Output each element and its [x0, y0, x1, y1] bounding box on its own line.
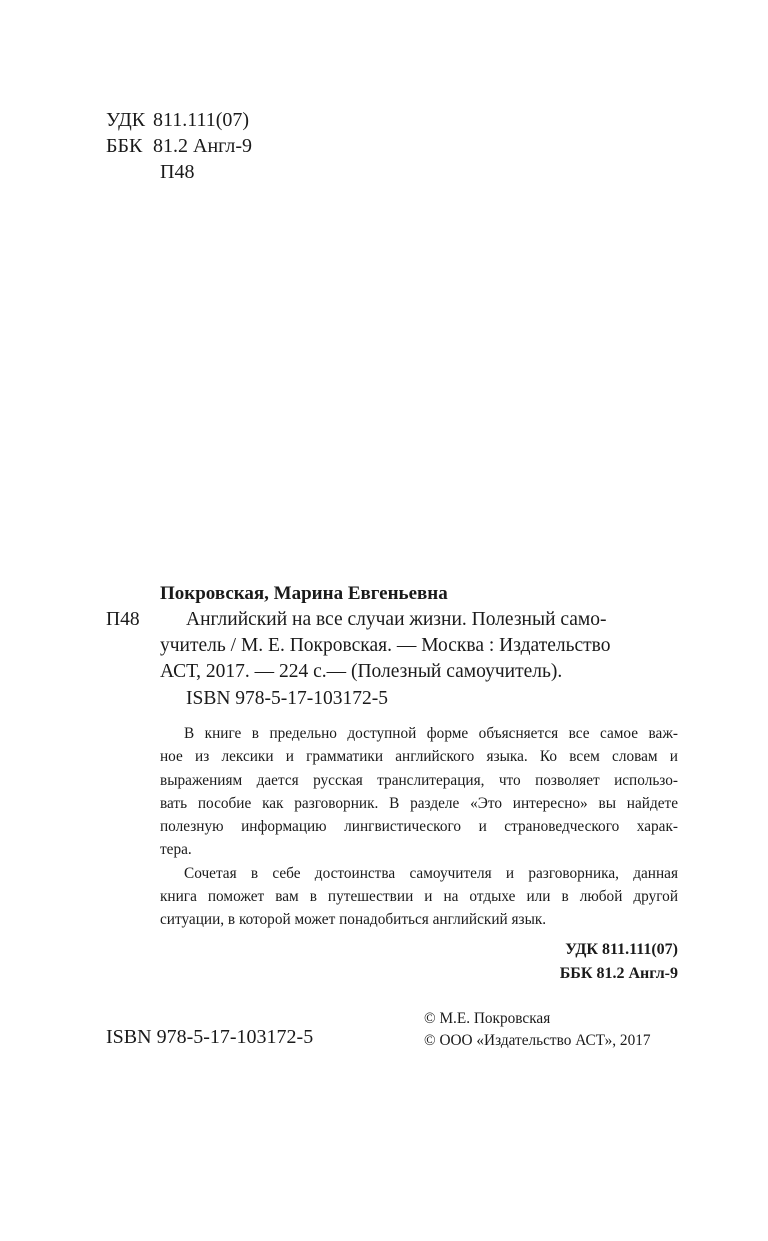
udk-label: УДК	[106, 109, 146, 131]
udk-bottom: УДК 811.111(07)	[565, 941, 678, 958]
author-heading: Покровская, Марина Евгеньевна	[160, 583, 448, 604]
copyright-publisher: © ООО «Издательство АСТ», 2017	[424, 1032, 651, 1049]
annotation-p1-line-1: В книге в предельно доступной форме объясняется все самое важ-	[184, 725, 678, 742]
annotation-p1-line-4: вать пособие как разговорник. В разделе «Это интересно» вы найдете	[160, 794, 678, 812]
udk-value: 811.111(07)	[153, 109, 250, 131]
author-mark: П48	[106, 609, 140, 630]
bib-line-1: Английский на все случаи жизни. Полезный само-	[186, 609, 607, 630]
annotation-p1-line-5: полезную информацию лингвистического и страноведческого харак-	[160, 818, 678, 836]
annotation-p2-line-1: Сочетая в себе достоинства самоучителя и разговорника, данная	[184, 864, 678, 882]
annotation-p1-line-2: ное из лексики и грамматики английского языка. Ко всем словам и	[160, 748, 678, 766]
annotation-p1-line-6: тера.	[160, 841, 192, 859]
bib-line-2: учитель / М. Е. Покровская. — Москва : Издательство	[160, 635, 611, 656]
copyright-author: © М.Е. Покровская	[424, 1010, 551, 1027]
annotation-p2-line-3: ситуации, в которой может понадобиться английский язык.	[160, 911, 547, 929]
annotation-p2-line-2: книга поможет вам в путешествии и на отдыхе или в любой другой	[160, 888, 678, 906]
bbk-bottom: ББК 81.2 Англ-9	[559, 965, 678, 982]
bbk-value: 81.2 Англ-9	[153, 135, 252, 157]
bbk-label: ББК	[106, 135, 143, 157]
annotation-p1-line-3: выражениям дается русская транслитерация, что позволяет использо-	[160, 771, 678, 789]
bib-isbn: ISBN 978-5-17-103172-5	[186, 688, 389, 709]
bib-line-3: АСТ, 2017. — 224 с.— (Полезный самоучитель).	[160, 661, 563, 682]
classification-block-top	[106, 108, 326, 188]
author-mark: П48	[160, 161, 195, 183]
classification-block-bottom	[560, 938, 678, 986]
annotation	[160, 722, 678, 932]
footer-isbn: ISBN 978-5-17-103172-5	[106, 1026, 314, 1048]
